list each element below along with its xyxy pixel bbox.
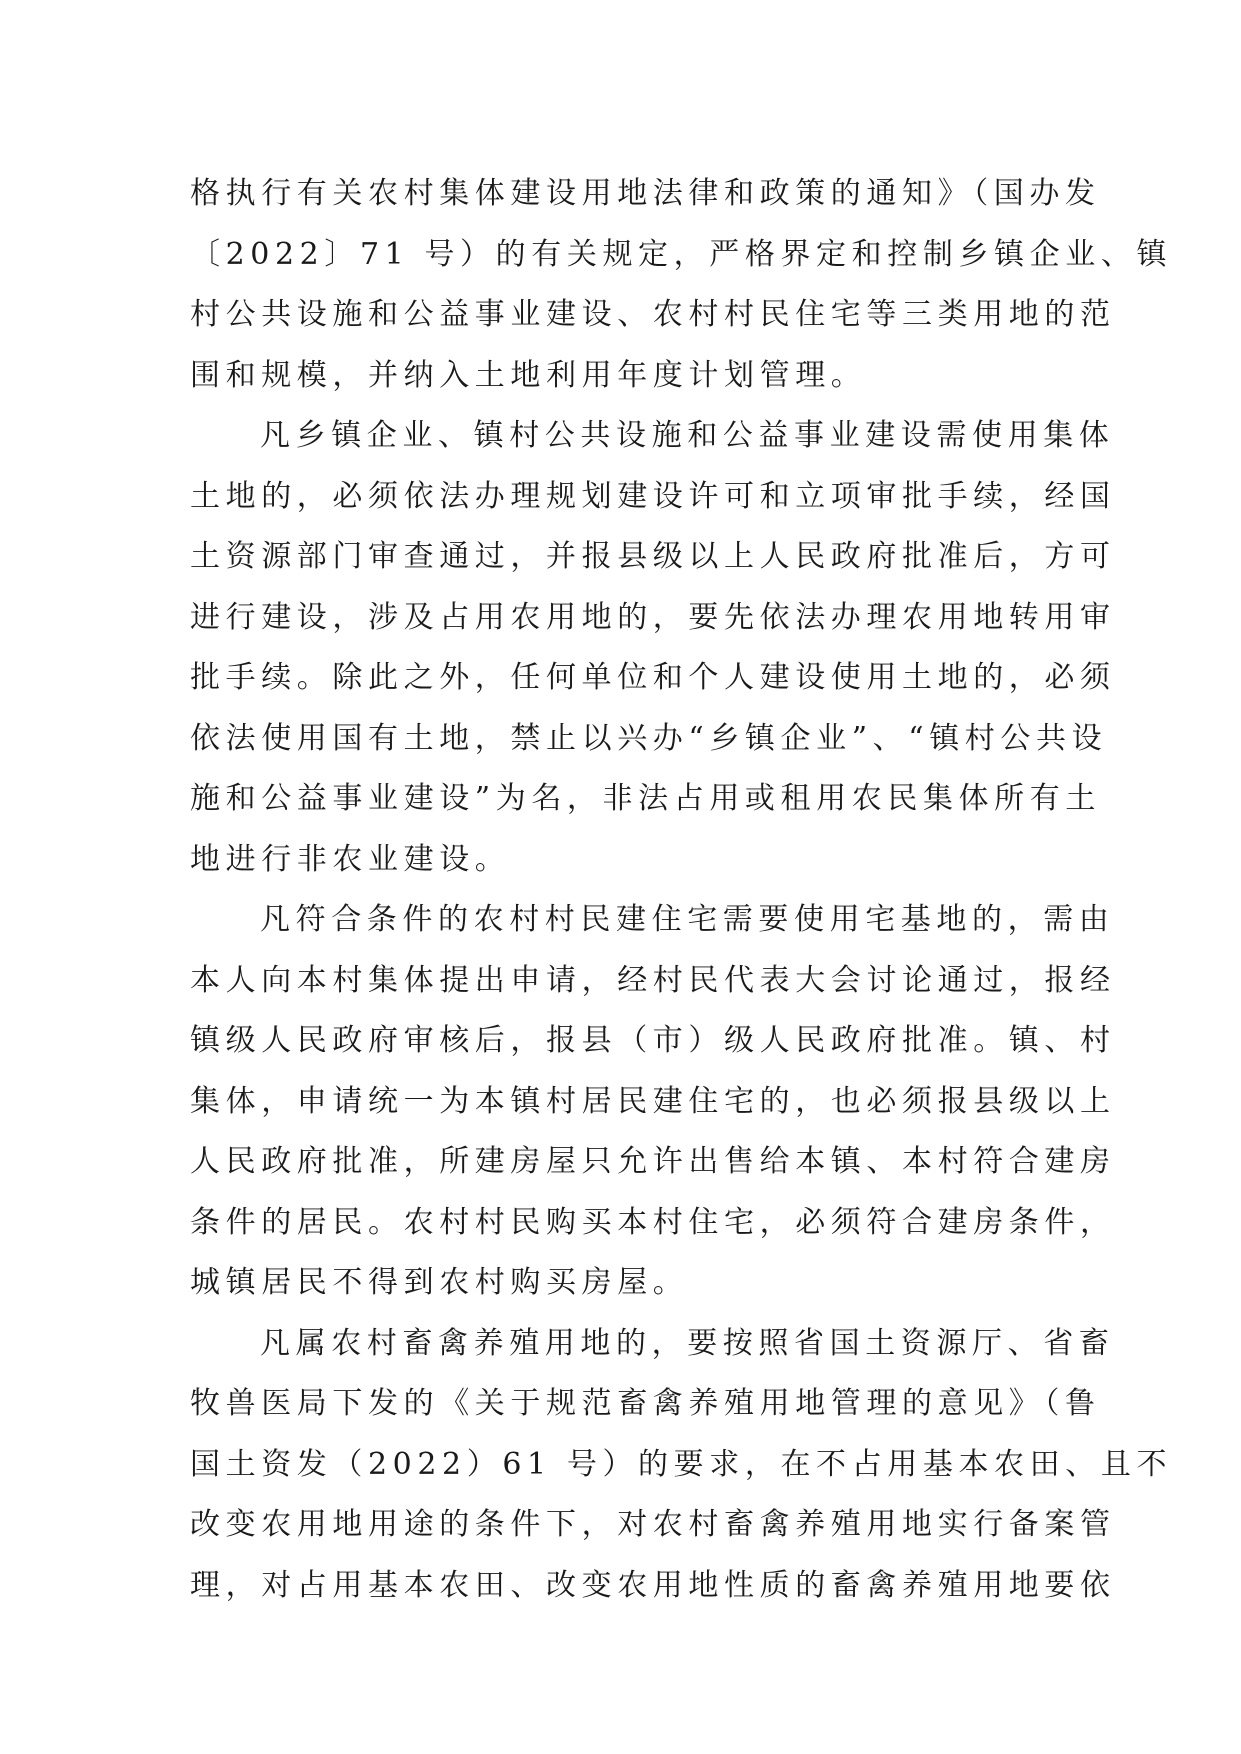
text-line: 牧兽医局下发的《关于规范畜禽养殖用地管理的意见》（鲁 xyxy=(190,1386,1101,1421)
text-line: 〔2022〕71 号）的有关规定，严格界定和控制乡镇企业、镇 xyxy=(190,236,1173,272)
document-body xyxy=(190,164,1173,1616)
text-line: 批手续。除此之外，任何单位和个人建设使用土地的，必须 xyxy=(190,660,1116,695)
text-line: 城镇居民不得到农村购买房屋。 xyxy=(190,1265,689,1300)
text-line: 格执行有关农村集体建设用地法律和政策的通知》（国办发 xyxy=(190,176,1101,211)
text-line: 围和规模，并纳入土地利用年度计划管理。 xyxy=(190,357,867,393)
text-line: 国土资发（2022）61 号）的要求，在不占用基本农田、且不 xyxy=(190,1446,1173,1482)
text-line: 集体，申请统一为本镇村居民建住宅的，也必须报县级以上 xyxy=(190,1083,1116,1119)
text-line: 土地的，必须依法办理规划建设许可和立项审批手续，经国 xyxy=(190,478,1116,514)
text-line: 本人向本村集体提出申请，经村民代表大会讨论通过，报经 xyxy=(190,962,1116,998)
text-line: 理，对占用基本农田、改变农用地性质的畜禽养殖用地要依 xyxy=(190,1567,1116,1603)
text-line: 改变农用地用途的条件下，对农村畜禽养殖用地实行备案管 xyxy=(190,1507,1116,1542)
text-line: 人民政府批准，所建房屋只允许出售给本镇、本村符合建房 xyxy=(190,1144,1116,1179)
paragraph-first-line: 凡乡镇企业、镇村公共设施和公益事业建设需使用集体 xyxy=(260,418,1115,453)
paragraph-first-line: 凡属农村畜禽养殖用地的，要按照省国土资源厅、省畜 xyxy=(260,1325,1115,1361)
text-line: 施和公益事业建设”为名，非法占用或租用农民集体所有土 xyxy=(190,781,1101,816)
text-line: 条件的居民。农村村民购买本村住宅，必须符合建房条件， xyxy=(190,1204,1116,1240)
text-line: 村公共设施和公益事业建设、农村村民住宅等三类用地的范 xyxy=(190,297,1116,332)
text-line: 依法使用国有土地，禁止以兴办“乡镇企业”、“镇村公共设 xyxy=(190,720,1108,756)
paragraph-first-line: 凡符合条件的农村村民建住宅需要使用宅基地的，需由 xyxy=(260,902,1115,937)
text-line: 镇级人民政府审核后，报县（市）级人民政府批准。镇、村 xyxy=(190,1023,1116,1058)
text-line: 地进行非农业建设。 xyxy=(190,841,511,877)
text-line: 进行建设，涉及占用农用地的，要先依法办理农用地转用审 xyxy=(190,599,1116,635)
text-line: 土资源部门审查通过，并报县级以上人民政府批准后，方可 xyxy=(190,539,1116,574)
